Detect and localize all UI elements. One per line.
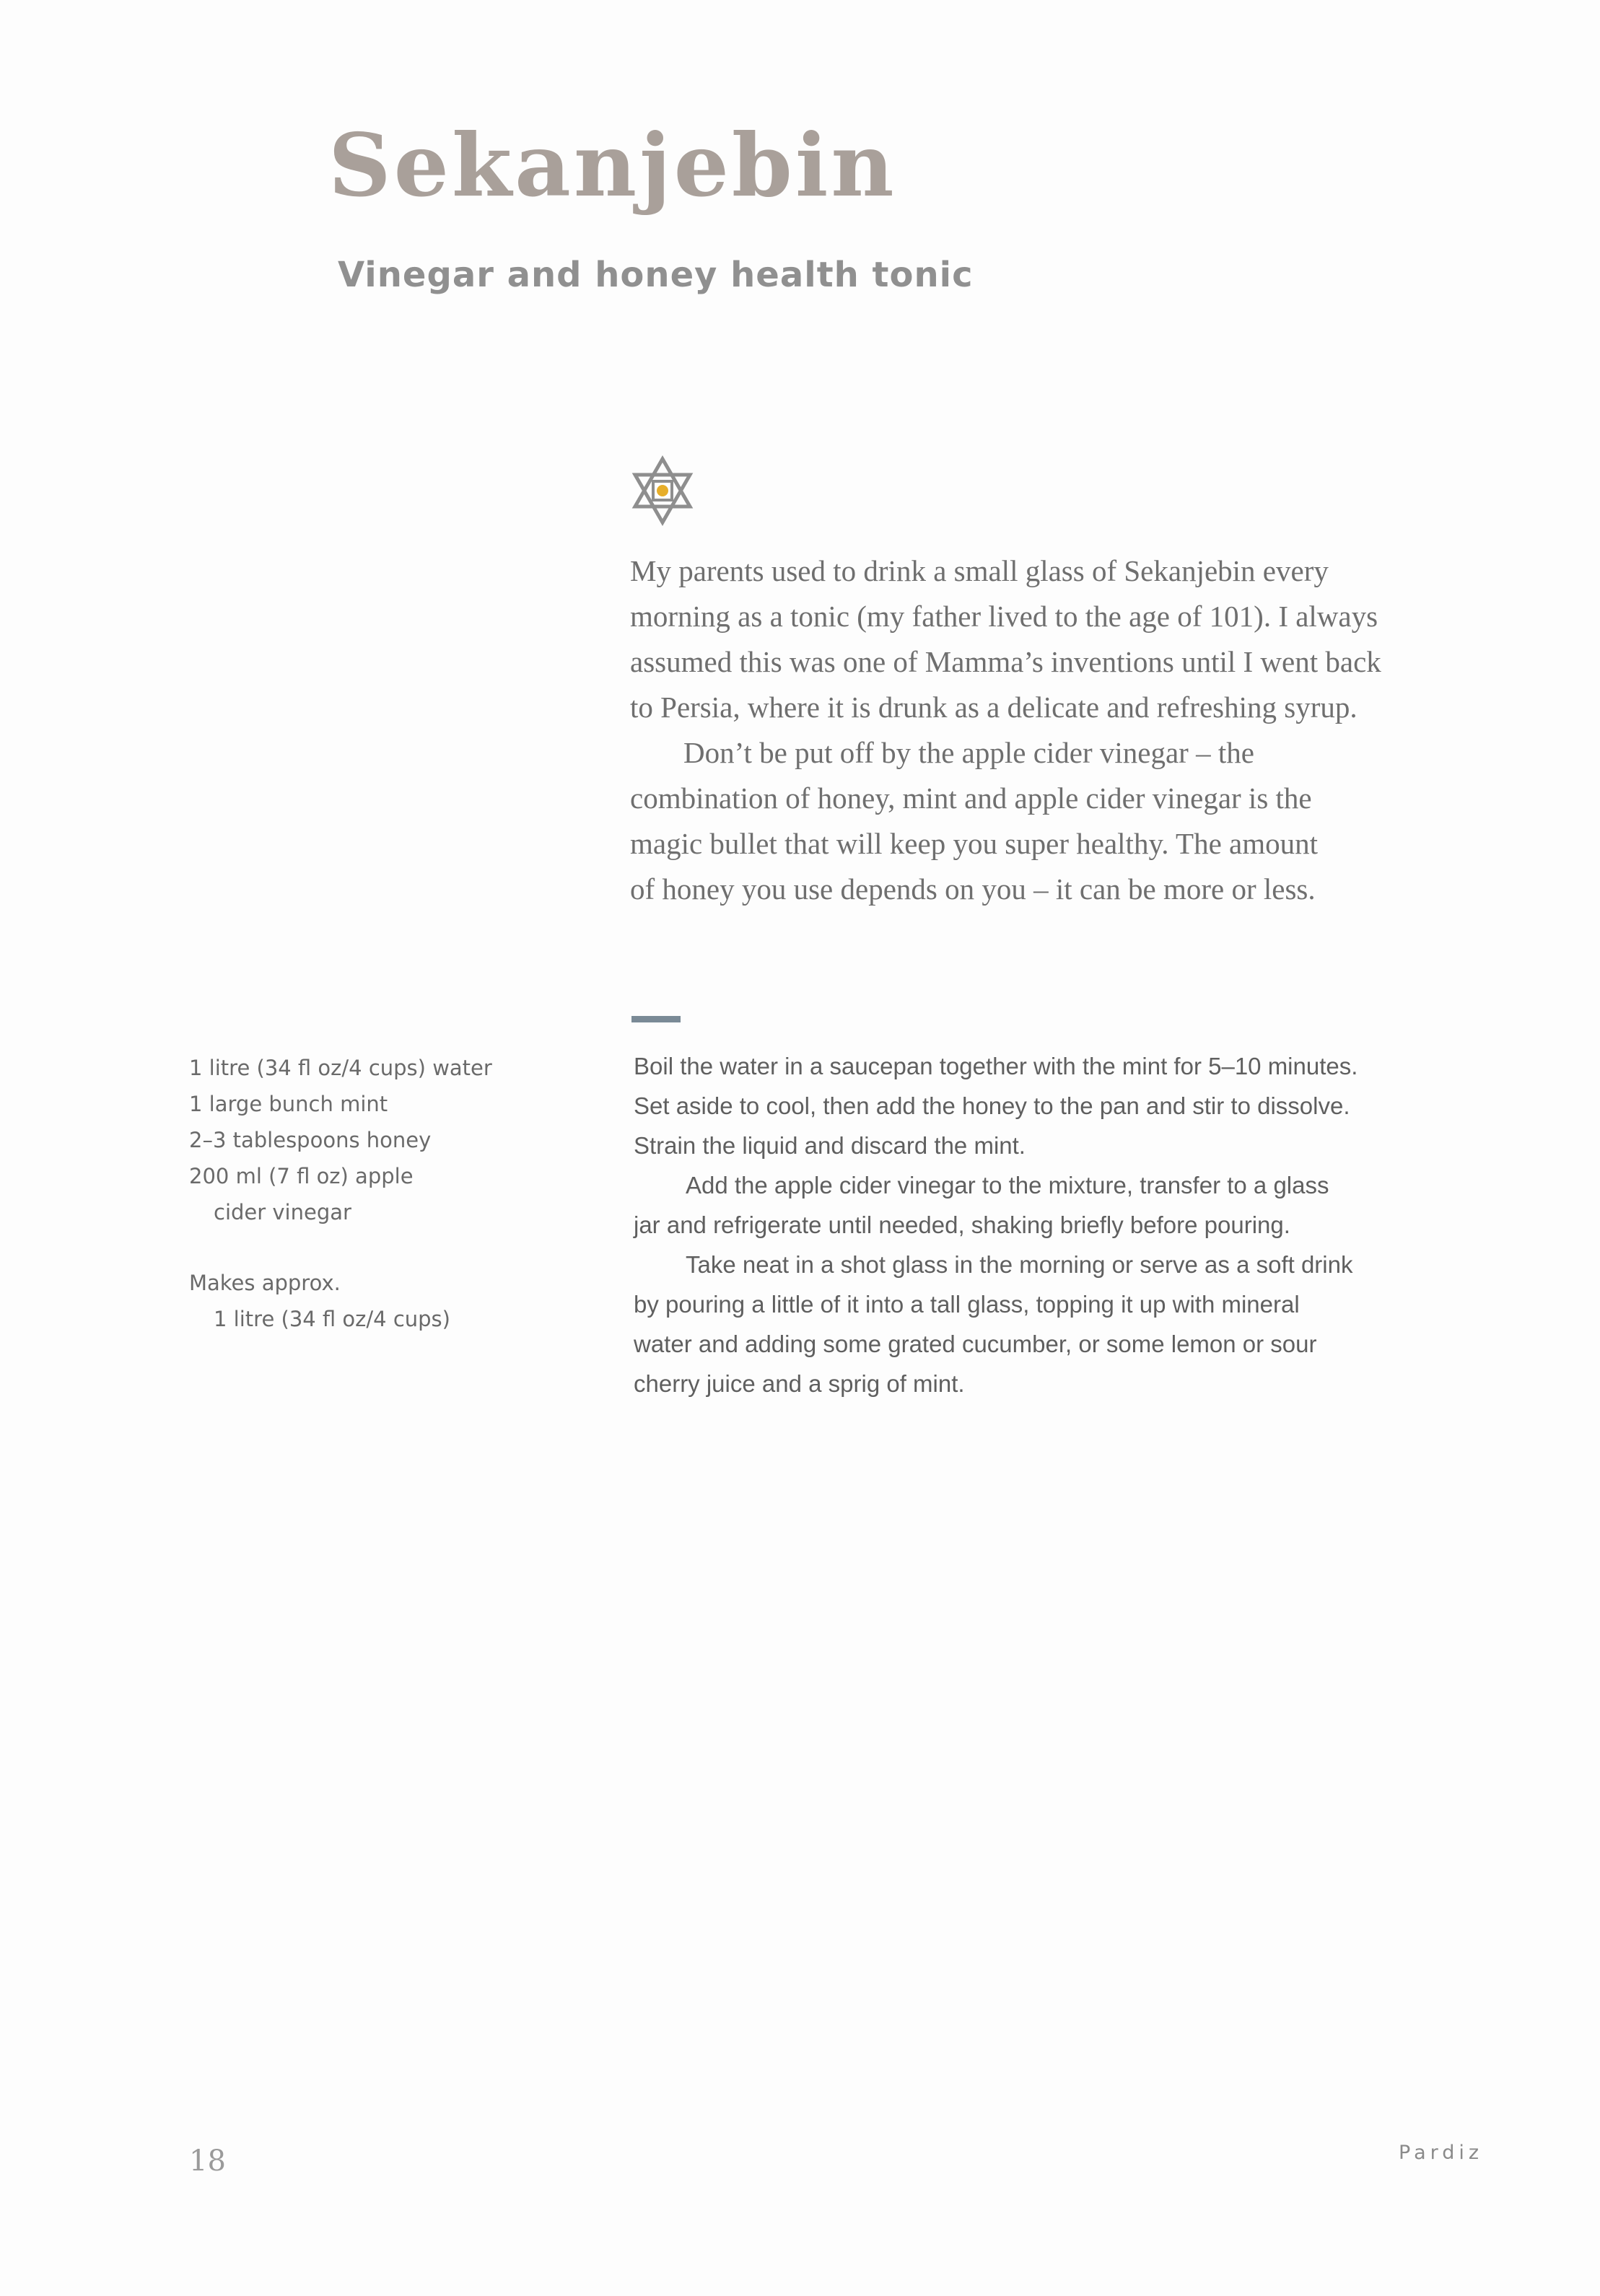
method-line: cherry juice and a sprig of mint.: [634, 1370, 965, 1397]
intro-line: of honey you use depends on you – it can be more or less.: [630, 872, 1316, 906]
yield-amount: 1 litre (34 fl oz/4 cups): [214, 1307, 450, 1331]
intro-text: [630, 548, 1482, 912]
page-number: 18: [189, 2144, 226, 2178]
ingredient-item: 1 litre (34 fl oz/4 cups) water: [189, 1056, 492, 1080]
intro-line: morning as a tonic (my father lived to the age of 101). I always: [630, 600, 1378, 633]
ingredient-item: 200 ml (7 fl oz) apple: [189, 1164, 414, 1188]
intro-line: My parents used to drink a small glass of Sekanjebin every: [630, 554, 1329, 587]
recipe-subtitle: Vinegar and honey health tonic: [338, 255, 974, 295]
ingredient-item: 2–3 tablespoons honey: [189, 1128, 432, 1152]
section-divider: [631, 1016, 681, 1022]
method-line: Strain the liquid and discard the mint.: [634, 1132, 1026, 1159]
intro-line: assumed this was one of Mamma’s inventions until I went back: [630, 645, 1381, 678]
intro-line: to Persia, where it is drunk as a delicate and refreshing syrup.: [630, 691, 1358, 724]
ingredients-list: [189, 1050, 564, 1337]
ingredient-item: 1 large bunch mint: [189, 1092, 388, 1116]
intro-line: magic bullet that will keep you super healthy. The amount: [630, 827, 1319, 860]
method-line: Boil the water in a saucepan together with the mint for 5–10 minutes.: [634, 1053, 1358, 1079]
intro-line: Don’t be put off by the apple cider vinegar – the: [683, 736, 1254, 769]
method-line: water and adding some grated cucumber, or some lemon or sour: [634, 1331, 1317, 1357]
method-line: Set aside to cool, then add the honey to the pan and stir to dissolve.: [634, 1092, 1350, 1119]
book-title-footer: Pardiz: [1399, 2142, 1484, 2164]
ingredient-item: cider vinegar: [214, 1200, 351, 1224]
recipe-title: Sekanjebin: [328, 115, 897, 216]
method-line: Add the apple cider vinegar to the mixture, transfer to a glass: [686, 1172, 1329, 1199]
method-line: jar and refrigerate until needed, shaking briefly before pouring.: [634, 1211, 1290, 1238]
star-ornament-icon: [626, 455, 699, 527]
intro-line: combination of honey, mint and apple cider vinegar is the: [630, 781, 1312, 815]
method-line: Take neat in a shot glass in the morning or serve as a soft drink: [686, 1251, 1353, 1278]
yield-label: Makes approx.: [189, 1271, 341, 1295]
method-line: by pouring a little of it into a tall glass, topping it up with mineral: [634, 1291, 1300, 1318]
method-text: [634, 1046, 1500, 1403]
